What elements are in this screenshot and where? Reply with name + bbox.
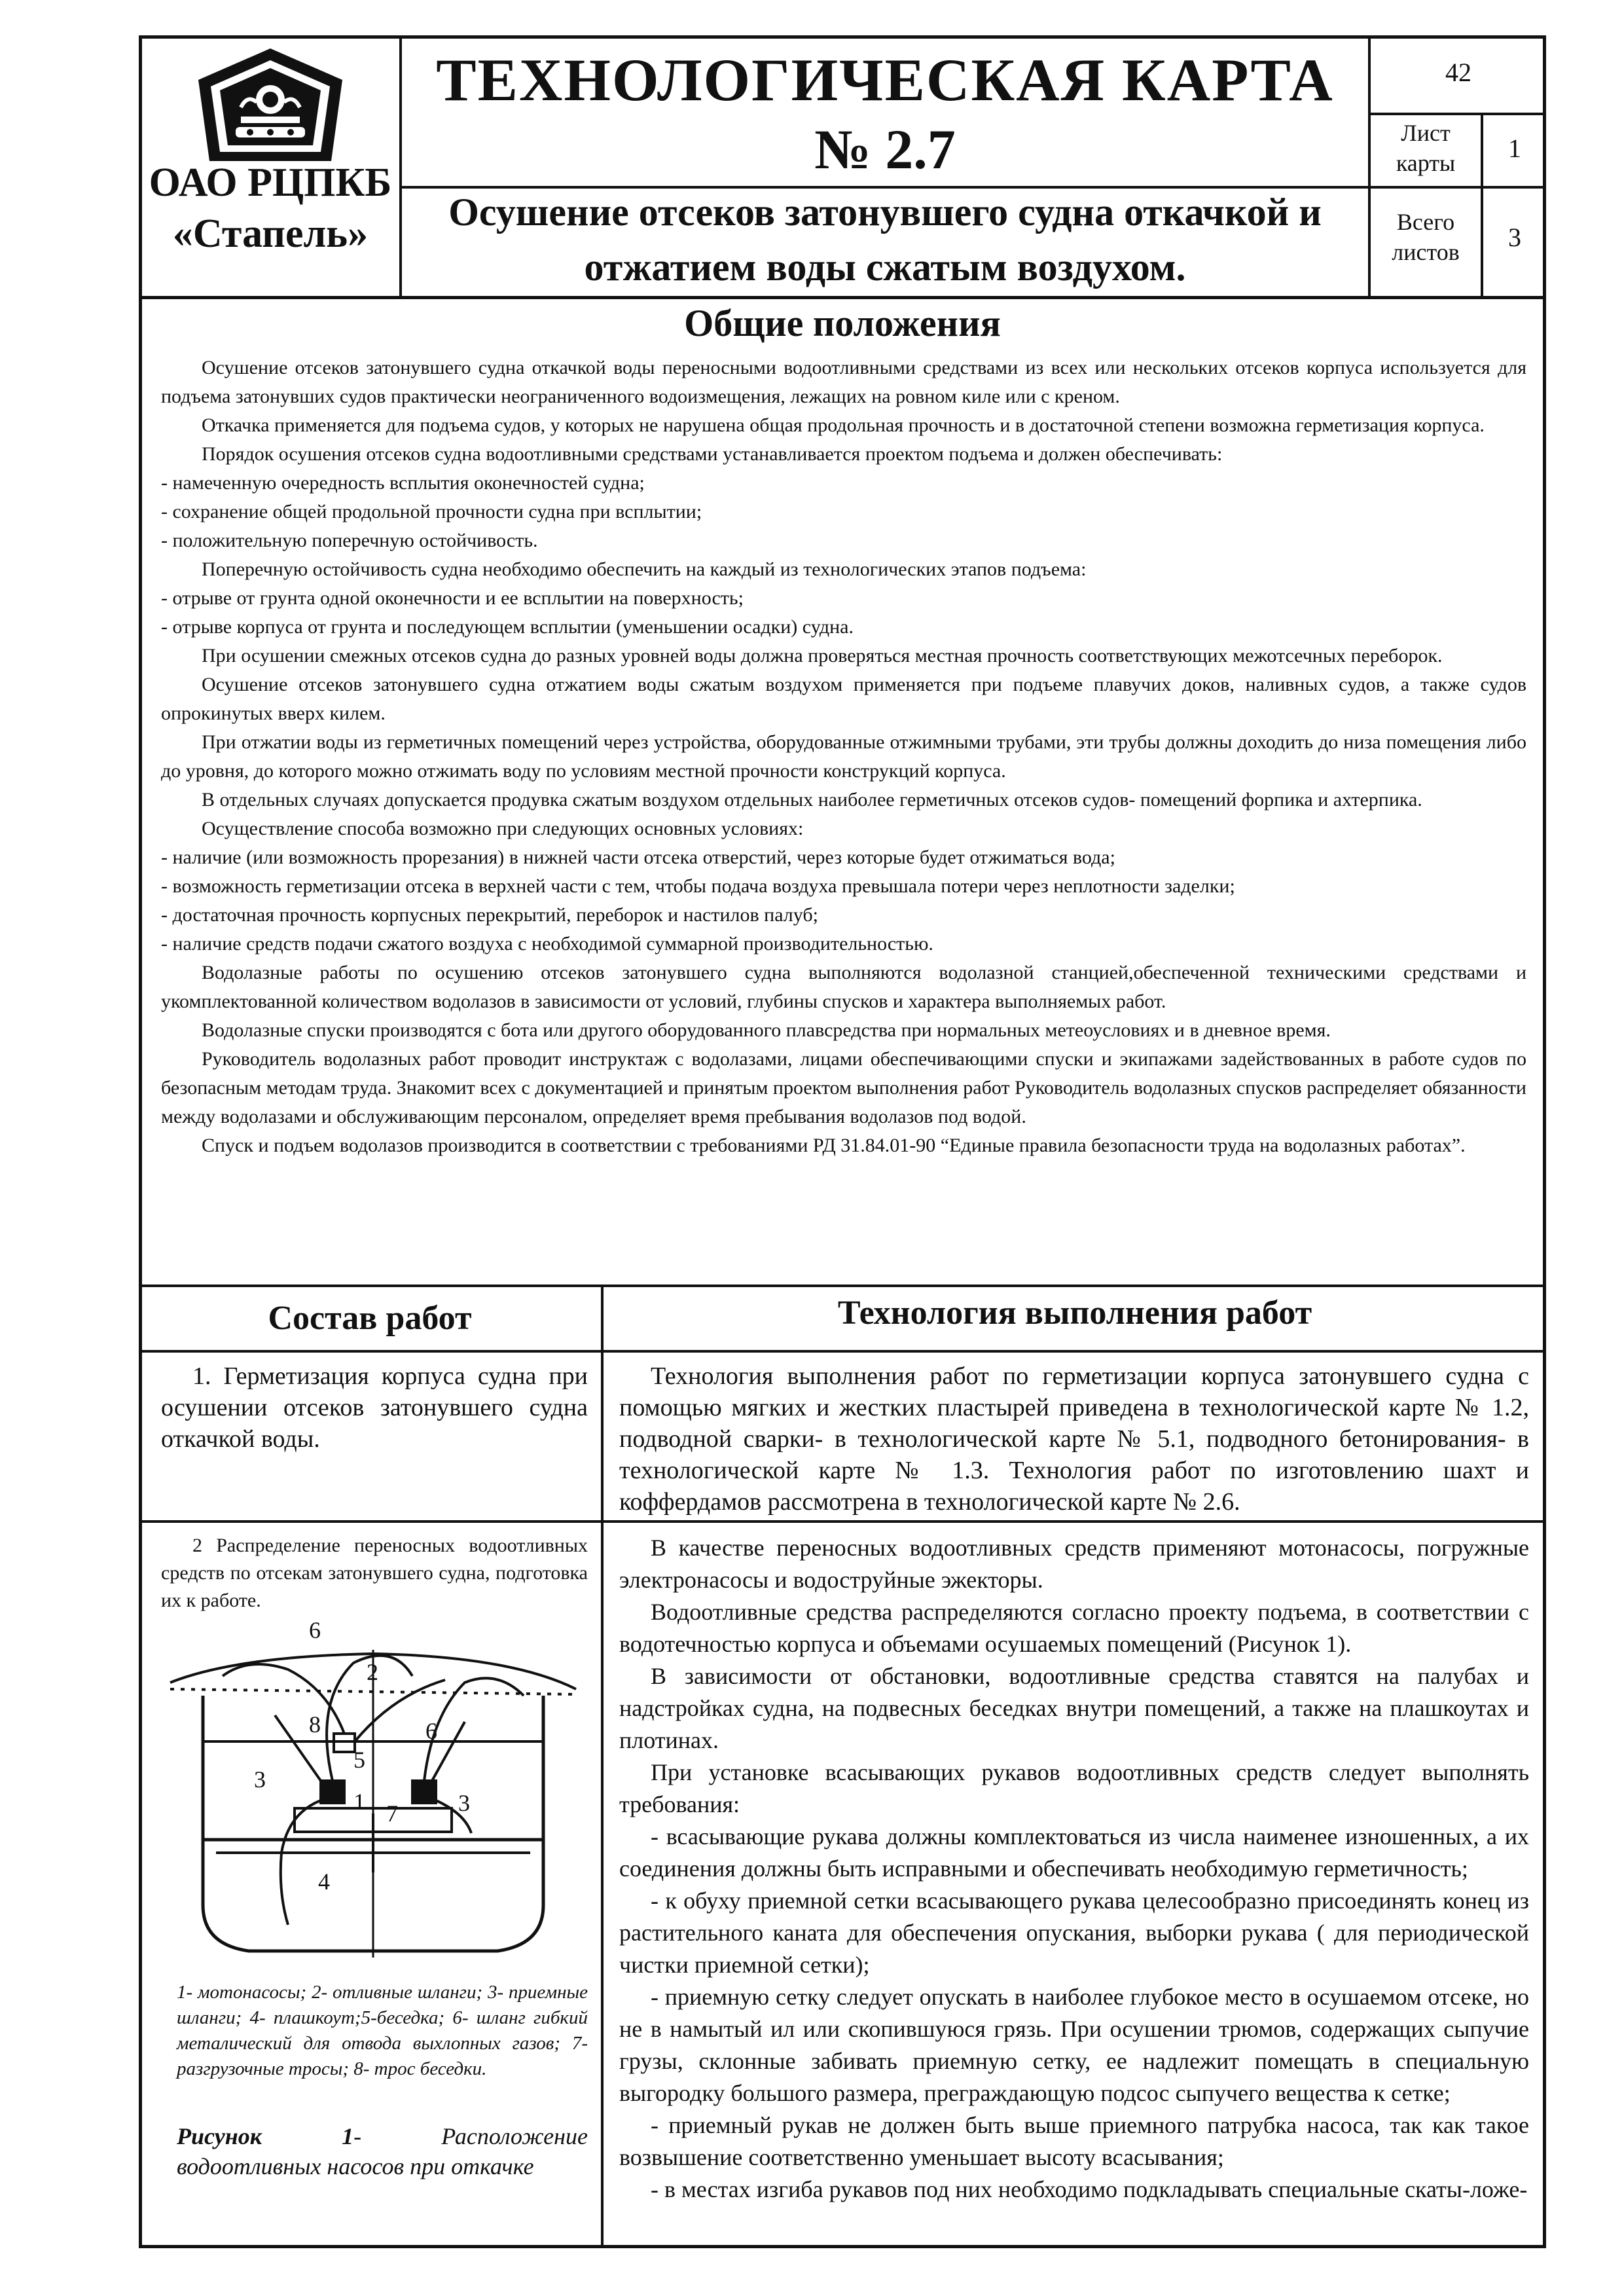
table-row1-line (139, 1520, 1546, 1523)
general-paragraph: Осушение отсеков затонувшего судна откачкой воды переносными водоотливными средствами из всех или нескольких отсеков корпуса используется для подъема затонувших судов практически неограниченного водоизмещения, лежащих на ровном киле или с креном. (161, 357, 1526, 407)
general-paragraph: Руководитель водолазных работ проводит инструктаж с водолазами, лицами обеспечивающими спуски и экипажами задействованных в работе судов по безопасным методам труда. Знакомит всех с документацией и принятым проектом выполнения работ Руководитель водолазных спусков распределяет обязанности между водолазами и обслуживающим персоналом, определяет время пребывания водолазов под водой. (161, 1048, 1526, 1127)
page-number: 42 (1445, 58, 1471, 87)
label-6-right: 6 (425, 1718, 437, 1744)
general-paragraph: Осуществление способа возможно при следующих основных условиях: (202, 818, 804, 839)
general-paragraph: Водолазные работы по осушению отсеков затонувшего судна выполняются водолазной станцией,обеспеченной техническими средствами и укомплектованной количеством водолазов в зависимости от условий, глубины спусков и характера выполняемых работ. (161, 962, 1526, 1012)
technology-paragraph: - в местах изгиба рукавов под них необходимо подкладывать специальные скаты-ложе- (651, 2176, 1528, 2202)
general-paragraph: Откачка применяется для подъема судов, у которых не нарушена общая продольная прочность и в достаточной степени возможна герметизация корпуса. (202, 414, 1485, 436)
company-logo (143, 39, 398, 168)
subtitle-line-1: Осушение отсеков затонувшего судна откачкой и (448, 191, 1322, 234)
header-bottom-line (139, 296, 1546, 299)
organization-name (143, 157, 398, 259)
document-title: ТЕХНОЛОГИЧЕСКАЯ КАРТА (436, 46, 1334, 113)
general-paragraph: - возможность герметизации отсека в верхней части с тем, чтобы подача воздуха превышала потери через неплотности заделки; (161, 875, 1235, 897)
total-label-line-1: Всего (1396, 209, 1455, 235)
general-paragraph: - наличие (или возможность прорезания) в нижней части отсека отверстий, через которые будет отжиматься вода; (161, 847, 1115, 868)
org-line-2: «Стапель» (172, 211, 369, 256)
technology-paragraph: Водоотливные средства распределяются согласно проекту подъема, в соответствии с водотечностью корпуса и объемами осушаемых помещений (Рисунок 1). (619, 1599, 1529, 1657)
org-line-1: ОАО РЦПКБ (149, 160, 392, 205)
row1-work-item (161, 1360, 588, 1455)
row1-left-text: 1. Герметизация корпуса судна при осушении отсеков затонувшего судна откачкой воды. (161, 1362, 588, 1453)
subtitle-line-2: отжатием воды сжатым воздухом. (584, 246, 1186, 289)
table-top-line (139, 1285, 1546, 1287)
general-paragraph: Водолазные спуски производятся с бота или другого оборудованного плавсредства при нормальных метеоусловиях и в дневное время. (202, 1019, 1331, 1041)
general-paragraph: В отдельных случаях допускается продувка сжатым воздухом отдельных наиболее герметичных отсеков судов- помещений форпика и ахтерпика. (202, 789, 1422, 811)
label-3-left: 3 (254, 1766, 266, 1793)
general-paragraph: При осушении смежных отсеков судна до разных уровней воды должна проверяться местная прочность соответствующих межотсечных переборок. (202, 645, 1443, 666)
row2-left-text: 2 Распределение переносных водоотливных средств по отсекам затонувшего судна, подготовка их к работе. (161, 1535, 588, 1611)
label-1: 1 (353, 1789, 365, 1815)
column-header-composition: Состав работ (268, 1300, 472, 1337)
label-4: 4 (318, 1868, 330, 1895)
row2-work-item (161, 1532, 588, 1614)
figure-drawing (157, 1617, 589, 1984)
total-sheets-value: 3 (1508, 223, 1521, 252)
technology-paragraph: - приемный рукав не должен быть выше приемного патрубка насоса, так как такое возвышение соответственно уменьшает высоту всасывания; (619, 2112, 1529, 2170)
total-sheets-label (1371, 207, 1481, 267)
general-body (161, 354, 1526, 1160)
general-paragraph: - достаточная прочность корпусных перекрытий, переборок и настилов палуб; (161, 904, 818, 926)
general-paragraph: Осушение отсеков затонувшего судна отжатием воды сжатым воздухом применяется при подъеме плавучих доков, наливных судов, а также судов опрокинутых вверх килем. (161, 674, 1526, 724)
row1-right-text: Технология выполнения работ по герметизации корпуса затонувшего судна с помощью мягких и жестких пластырей приведена в технологической карте № 1.2, подводной сварки- в технологической карте № 5.1, подводного бетонирования- в технологической карте № 1.3. Технология работ по изготовлению шахт и коффердамов рассмотрена в технологической карте № 2.6. (619, 1362, 1529, 1516)
label-2: 2 (367, 1659, 378, 1685)
label-5: 5 (353, 1747, 365, 1773)
table-header-line (139, 1350, 1546, 1353)
general-paragraph: - намеченную очередность всплытия оконечностей судна; (161, 472, 645, 494)
sheet-label-line-2: карты (1396, 150, 1456, 176)
general-paragraph: - отрыве от грунта одной оконечности и ее всплытии на поверхность; (161, 587, 744, 609)
label-3-right: 3 (458, 1790, 470, 1816)
row1-technology (619, 1360, 1529, 1518)
technology-paragraph: - всасывающие рукава должны комплектоваться из числа наименее изношенных, а их соединения должны быть исправными и обеспечивать необходимую герметичность; (619, 1823, 1529, 1882)
header-divider-sheet (1368, 186, 1546, 189)
label-8: 8 (309, 1711, 321, 1738)
general-paragraph: Спуск и подъем водолазов производится в соответствии с требованиями РД 31.84.01-90 “Единые правила безопасности труда на водолазных работах”. (202, 1135, 1466, 1156)
technology-paragraph: - приемную сетку следует опускать в наиболее глубокое место в осушаемом отсеке, но не в намытый ил или скопившуюся грязь. При осушении трюмов, содержащих сыпучие грузы, склонные забивать приемную сетку, ее надлежит помещать в специальную выгородку большого размера, преграждающую подсос сыпучего вещества к сетке; (619, 1984, 1529, 2106)
general-paragraph: Поперечную остойчивость судна необходимо обеспечить на каждый из технологических этапов подъема: (202, 558, 1087, 580)
figure-caption: 1- мотонасосы; 2- отливные шланги; 3- приемные шланги; 4- плашкоут;5-беседка; 6- шланг гибкий металический для отвода выхлопных газов; 7- разгрузочные тросы; 8- трос беседки. (177, 1982, 588, 2079)
general-paragraph: Порядок осушения отсеков судна водоотливными средствами устанавливается проектом подъема и должен обеспечивать: (202, 443, 1223, 465)
header-divider-pagenum (1368, 113, 1546, 115)
column-header-technology: Технология выполнения работ (837, 1294, 1312, 1332)
label-7: 7 (386, 1800, 398, 1827)
sheet-label (1371, 118, 1481, 178)
figure-title-number: Рисунок 1 (177, 2123, 354, 2149)
general-paragraph: - наличие средств подачи сжатого воздуха с необходимой суммарной производительностью. (161, 933, 933, 955)
sheet-value: 1 (1508, 134, 1521, 163)
technology-paragraph: В зависимости от обстановки, водоотливные средства ставятся на палубах и надстройках судна, на подвесных беседках внутри помещений, а также на плашкоутах и плотинах. (619, 1663, 1529, 1753)
figure-title-text: - Расположение водоотливных насосов при откачке (177, 2123, 588, 2179)
document-subtitle (401, 185, 1369, 295)
label-6-top: 6 (309, 1617, 321, 1643)
total-label-line-2: листов (1392, 239, 1460, 265)
general-paragraph: - отрыве корпуса от грунта и последующем всплытии (уменьшении осадки) судна. (161, 616, 854, 638)
row2-technology (619, 1532, 1529, 2206)
technology-paragraph: При установке всасывающих рукавов водоотливных средств следует выполнять требования: (619, 1759, 1529, 1817)
pump-arrangement-figure (157, 1617, 589, 1984)
general-heading: Общие положения (684, 302, 1001, 344)
general-paragraph: - сохранение общей продольной прочности судна при всплытии; (161, 501, 702, 522)
sheet-label-line-1: Лист (1401, 120, 1451, 146)
table-column-divider (601, 1285, 604, 2248)
technology-paragraph: В качестве переносных водоотливных средств применяют мотонасосы, погружные электронасосы и водоструйные эжекторы. (619, 1535, 1529, 1593)
general-paragraph: - положительную поперечную остойчивость. (161, 530, 538, 551)
figure-title (177, 2121, 588, 2181)
document-number: № 2.7 (814, 118, 956, 181)
general-paragraph: При отжатии воды из герметичных помещений через устройства, оборудованные отжимными трубами, эти трубы должны доходить до низа помещения либо до уровня, до которого можно отжимать воду по условиям местной прочности конструкций корпуса. (161, 731, 1526, 782)
technology-paragraph: - к обуху приемной сетки всасывающего рукава целесообразно присоединять конец из растительного каната для обеспечения опускания, выборки рукава ( для периодической чистки приемной сетки); (619, 1887, 1529, 1978)
